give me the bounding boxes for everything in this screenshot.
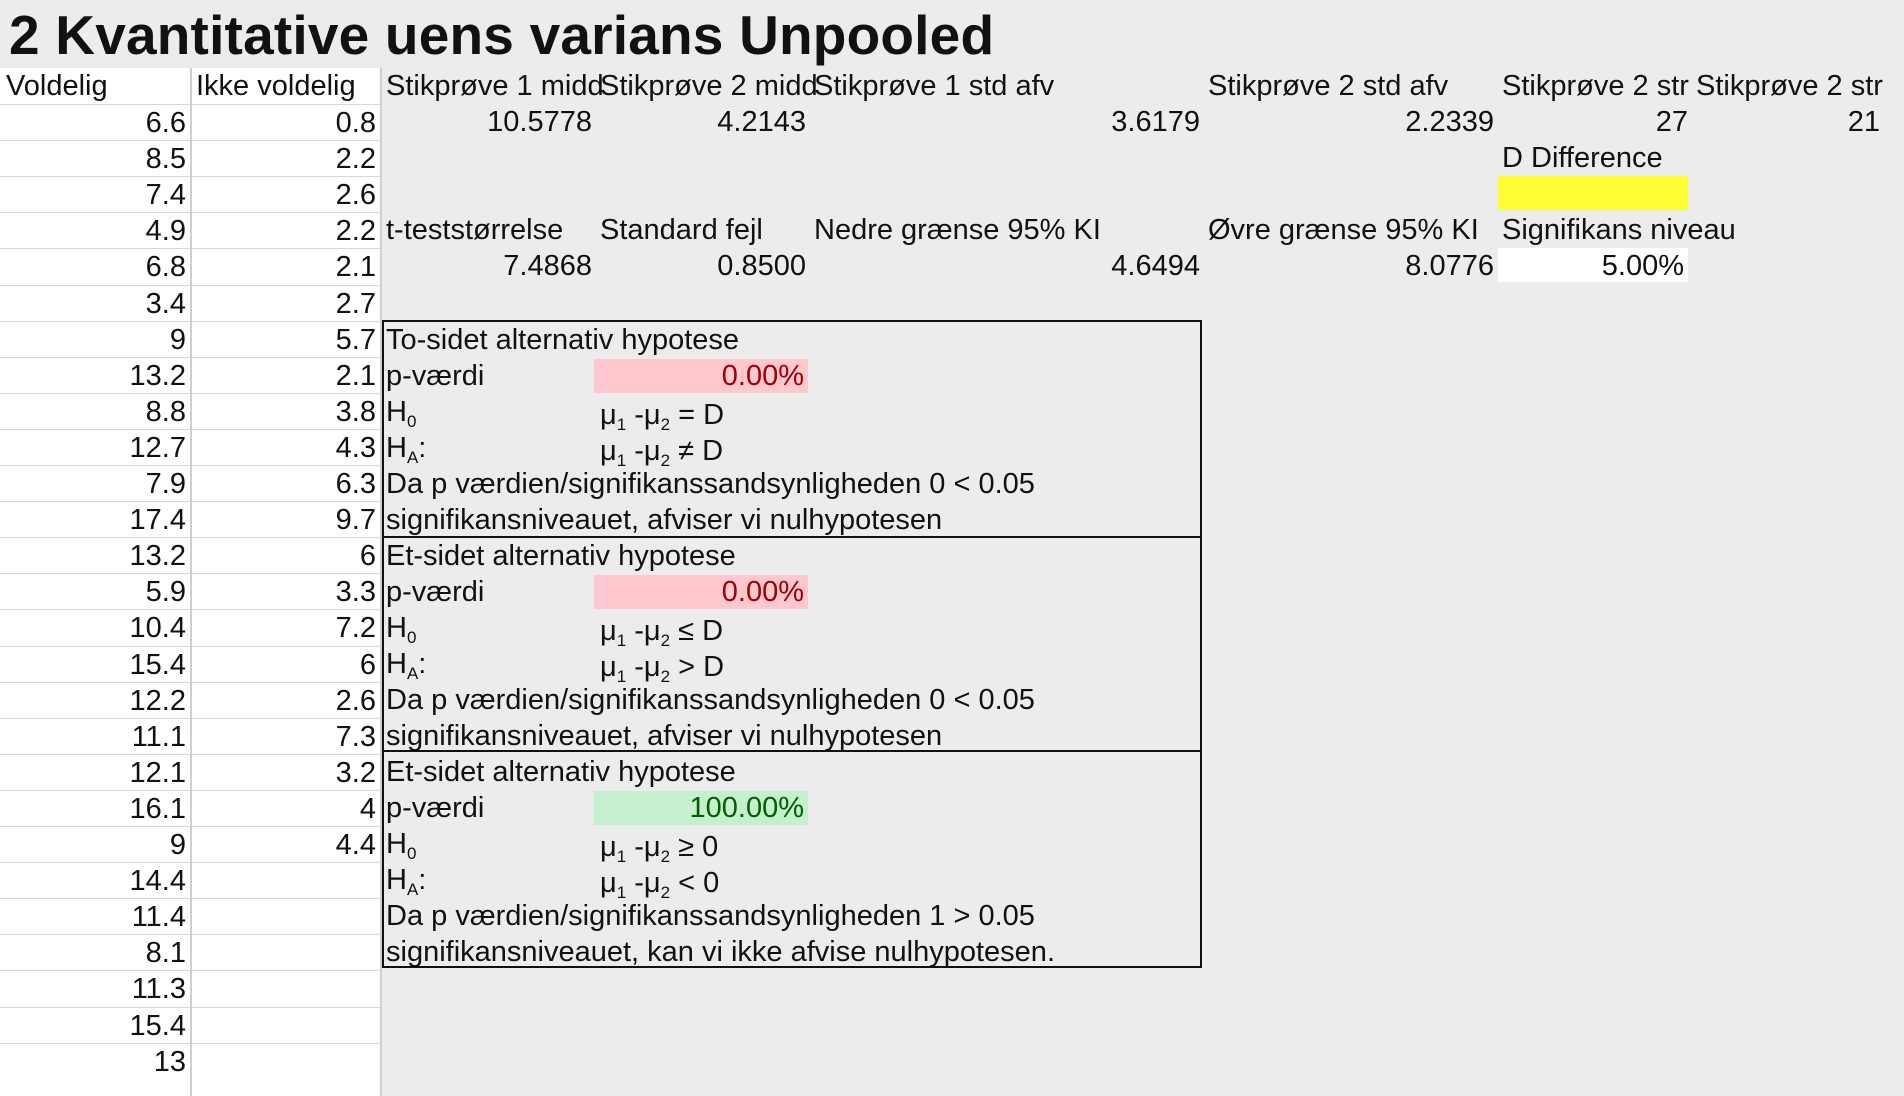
voldelig-cell[interactable]: 9: [0, 826, 190, 862]
mu-sub-1: 1: [616, 631, 627, 650]
mu-sub-2: 2: [660, 667, 671, 686]
mu-symbol: μ: [600, 615, 617, 647]
mu-symbol: μ: [643, 615, 661, 647]
h0-label: [386, 394, 416, 430]
relation: ≥ 0: [678, 831, 719, 863]
mu-sub-1: 1: [616, 415, 627, 434]
ha-label: [386, 862, 426, 898]
ikke-voldelig-cell[interactable]: 3.2: [192, 754, 380, 790]
mu-symbol: μ: [643, 831, 661, 863]
mu-sub-1: 1: [616, 451, 627, 470]
h0-formula: [600, 613, 723, 649]
voldelig-cell[interactable]: 7.9: [0, 465, 190, 501]
relation: ≤ D: [678, 615, 724, 647]
conclusion-line-1: Da p værdien/signifikanssandsynligheden 1 > 0.05: [386, 900, 1035, 932]
ikke-voldelig-cell[interactable]: 2.7: [192, 285, 380, 321]
h0-label: [386, 610, 416, 646]
ha-colon: :: [418, 432, 427, 464]
relation: > D: [678, 651, 725, 683]
header-n1: Stikprøve 2 str: [1502, 70, 1689, 102]
ha-colon: :: [418, 648, 427, 680]
header-se: Standard fejl: [600, 214, 763, 246]
conclusion-line-2: signifikansniveauet, afviser vi nulhypotesen: [386, 720, 943, 752]
ikke-voldelig-cell[interactable]: 4.3: [192, 429, 380, 465]
conclusion-line-1: Da p værdien/signifikanssandsynligheden 0 < 0.05: [386, 468, 1035, 500]
h0-label: [386, 826, 416, 862]
ikke-voldelig-cell[interactable]: 3.8: [192, 393, 380, 429]
minus-sign: -: [626, 831, 644, 863]
h0-formula: [600, 829, 718, 865]
ikke-voldelig-cell[interactable]: 2.2: [192, 140, 380, 176]
voldelig-cell[interactable]: 17.4: [0, 501, 190, 537]
voldelig-cell[interactable]: 14.4: [0, 862, 190, 898]
voldelig-cell[interactable]: 6.8: [0, 248, 190, 284]
value-n2[interactable]: 21: [1847, 106, 1880, 138]
ha-subscript: A: [406, 664, 419, 683]
hypothesis-heading: Et-sidet alternativ hypotese: [386, 756, 736, 788]
voldelig-cell[interactable]: 11.4: [0, 898, 190, 934]
mu-symbol: μ: [643, 651, 661, 683]
value-t[interactable]: 7.4868: [503, 250, 592, 282]
ha-formula: [600, 649, 724, 685]
voldelig-cell[interactable]: 15.4: [0, 646, 190, 682]
ikke-voldelig-cell[interactable]: 2.6: [192, 682, 380, 718]
ikke-voldelig-cell[interactable]: 9.7: [192, 501, 380, 537]
ikke-voldelig-cell[interactable]: [192, 1043, 380, 1079]
ikke-voldelig-cell[interactable]: [192, 862, 380, 898]
minus-sign: -: [626, 399, 644, 431]
ha-formula: [600, 865, 719, 901]
ha-label: [386, 430, 426, 466]
relation: = D: [678, 399, 725, 431]
ikke-voldelig-cell[interactable]: 7.2: [192, 609, 380, 645]
mu-sub-1: 1: [616, 667, 627, 686]
voldelig-cell[interactable]: 13: [0, 1043, 190, 1079]
col2-header: Ikke voldelig: [196, 70, 356, 102]
value-alpha[interactable]: 5.00%: [1498, 248, 1688, 282]
h0-formula: [600, 397, 724, 433]
col1-header: Voldelig: [6, 70, 108, 102]
value-upper[interactable]: 8.0776: [1405, 250, 1494, 282]
mu-symbol: μ: [600, 651, 617, 683]
header-n2: Stikprøve 2 str: [1696, 70, 1883, 102]
ikke-voldelig-cell[interactable]: [192, 898, 380, 934]
mu-symbol: μ: [600, 435, 617, 467]
voldelig-cell[interactable]: 9: [0, 321, 190, 357]
voldelig-cell[interactable]: 6.6: [0, 104, 190, 140]
p-value-label: p-værdi: [386, 576, 485, 608]
voldelig-cell[interactable]: 8.5: [0, 140, 190, 176]
ikke-voldelig-cell[interactable]: 6: [192, 537, 380, 573]
minus-sign: -: [626, 867, 644, 899]
ikke-voldelig-cell[interactable]: 0.8: [192, 104, 380, 140]
voldelig-cell[interactable]: 13.2: [0, 537, 190, 573]
voldelig-cell[interactable]: 3.4: [0, 285, 190, 321]
difference-label: D Difference: [1502, 142, 1663, 174]
p-value-label: p-værdi: [386, 792, 485, 824]
voldelig-cell[interactable]: 16.1: [0, 790, 190, 826]
voldelig-cell[interactable]: 12.7: [0, 429, 190, 465]
ha-label: [386, 646, 426, 682]
header-t: t-teststørrelse: [386, 214, 564, 246]
voldelig-cell[interactable]: 15.4: [0, 1007, 190, 1043]
ha-letter: H: [386, 432, 407, 464]
value-lower[interactable]: 4.6494: [1111, 250, 1200, 282]
h0-subscript: 0: [406, 412, 417, 431]
voldelig-cell[interactable]: 5.9: [0, 573, 190, 609]
minus-sign: -: [626, 435, 644, 467]
voldelig-cell[interactable]: 8.1: [0, 934, 190, 970]
ha-formula: [600, 433, 723, 469]
mu-symbol: μ: [643, 867, 661, 899]
conclusion-line-2: signifikansniveauet, kan vi ikke afvise nulhypotesen.: [386, 936, 1055, 968]
h0-letter: H: [386, 612, 407, 644]
header-lower: Nedre grænse 95% KI: [814, 214, 1101, 246]
mu-sub-2: 2: [660, 883, 671, 902]
value-se[interactable]: 0.8500: [717, 250, 806, 282]
p-value[interactable]: 100.00%: [594, 791, 808, 825]
mu-symbol: μ: [600, 399, 617, 431]
voldelig-cell[interactable]: 10.4: [0, 609, 190, 645]
voldelig-cell[interactable]: 7.4: [0, 176, 190, 212]
voldelig-cell[interactable]: 11.1: [0, 718, 190, 754]
mu-sub-1: 1: [616, 883, 627, 902]
ikke-voldelig-cell[interactable]: 2.1: [192, 357, 380, 393]
ikke-voldelig-cell[interactable]: 2.6: [192, 176, 380, 212]
difference-input[interactable]: [1498, 176, 1688, 210]
value-n1[interactable]: 27: [1655, 106, 1688, 138]
h0-letter: H: [386, 828, 407, 860]
relation: ≠ D: [678, 435, 724, 467]
minus-sign: -: [626, 615, 644, 647]
p-value-label: p-værdi: [386, 360, 485, 392]
ikke-voldelig-cell[interactable]: 2.2: [192, 212, 380, 248]
hypothesis-heading: To-sidet alternativ hypotese: [386, 324, 740, 356]
value-mean1[interactable]: 10.5778: [487, 106, 592, 138]
conclusion-line-2: signifikansniveauet, afviser vi nulhypotesen: [386, 504, 943, 536]
mu-sub-2: 2: [660, 631, 671, 650]
relation: < 0: [678, 867, 720, 899]
ikke-voldelig-cell[interactable]: 7.3: [192, 718, 380, 754]
ikke-voldelig-cell[interactable]: 3.3: [192, 573, 380, 609]
ha-subscript: A: [406, 880, 419, 899]
ha-subscript: A: [406, 448, 419, 467]
minus-sign: -: [626, 651, 644, 683]
ikke-voldelig-cell[interactable]: [192, 934, 380, 970]
ikke-voldelig-cell[interactable]: 4: [192, 790, 380, 826]
ikke-voldelig-cell[interactable]: 5.7: [192, 321, 380, 357]
voldelig-cell[interactable]: 13.2: [0, 357, 190, 393]
p-value[interactable]: 0.00%: [594, 359, 808, 393]
conclusion-line-1: Da p værdien/signifikanssandsynligheden 0 < 0.05: [386, 684, 1035, 716]
sheet-title: 2 Kvantitative uens varians Unpooled: [9, 4, 995, 66]
mu-symbol: μ: [600, 867, 617, 899]
ikke-voldelig-cell[interactable]: 6: [192, 646, 380, 682]
header-sd1: Stikprøve 1 std afv: [814, 70, 1055, 102]
ikke-voldelig-cell[interactable]: 6.3: [192, 465, 380, 501]
mu-symbol: μ: [643, 435, 661, 467]
header-mean2: Stikprøve 2 midd: [600, 70, 818, 102]
header-sd2: Stikprøve 2 std afv: [1208, 70, 1449, 102]
voldelig-cell[interactable]: 12.1: [0, 754, 190, 790]
mu-sub-1: 1: [616, 847, 627, 866]
ikke-voldelig-cell[interactable]: [192, 1007, 380, 1043]
mu-sub-2: 2: [660, 415, 671, 434]
ha-letter: H: [386, 648, 407, 680]
h0-letter: H: [386, 396, 407, 428]
ha-letter: H: [386, 864, 407, 896]
ikke-voldelig-cell[interactable]: 4.4: [192, 826, 380, 862]
ikke-voldelig-cell[interactable]: 2.1: [192, 248, 380, 284]
p-value[interactable]: 0.00%: [594, 575, 808, 609]
ikke-voldelig-cell[interactable]: [192, 970, 380, 1006]
voldelig-cell[interactable]: 11.3: [0, 970, 190, 1006]
ha-colon: :: [418, 864, 427, 896]
voldelig-cell[interactable]: 4.9: [0, 212, 190, 248]
mu-symbol: μ: [643, 399, 661, 431]
mu-sub-2: 2: [660, 847, 671, 866]
value-mean2[interactable]: 4.2143: [717, 106, 806, 138]
voldelig-cell[interactable]: 12.2: [0, 682, 190, 718]
header-upper: Øvre grænse 95% KI: [1208, 214, 1479, 246]
voldelig-cell[interactable]: 8.8: [0, 393, 190, 429]
value-sd2[interactable]: 2.2339: [1405, 106, 1494, 138]
value-sd1[interactable]: 3.6179: [1111, 106, 1200, 138]
mu-sub-2: 2: [660, 451, 671, 470]
mu-symbol: μ: [600, 831, 617, 863]
header-mean1: Stikprøve 1 midd: [386, 70, 604, 102]
h0-subscript: 0: [406, 844, 417, 863]
h0-subscript: 0: [406, 628, 417, 647]
hypothesis-heading: Et-sidet alternativ hypotese: [386, 540, 736, 572]
header-alpha: Signifikans niveau: [1502, 214, 1736, 246]
